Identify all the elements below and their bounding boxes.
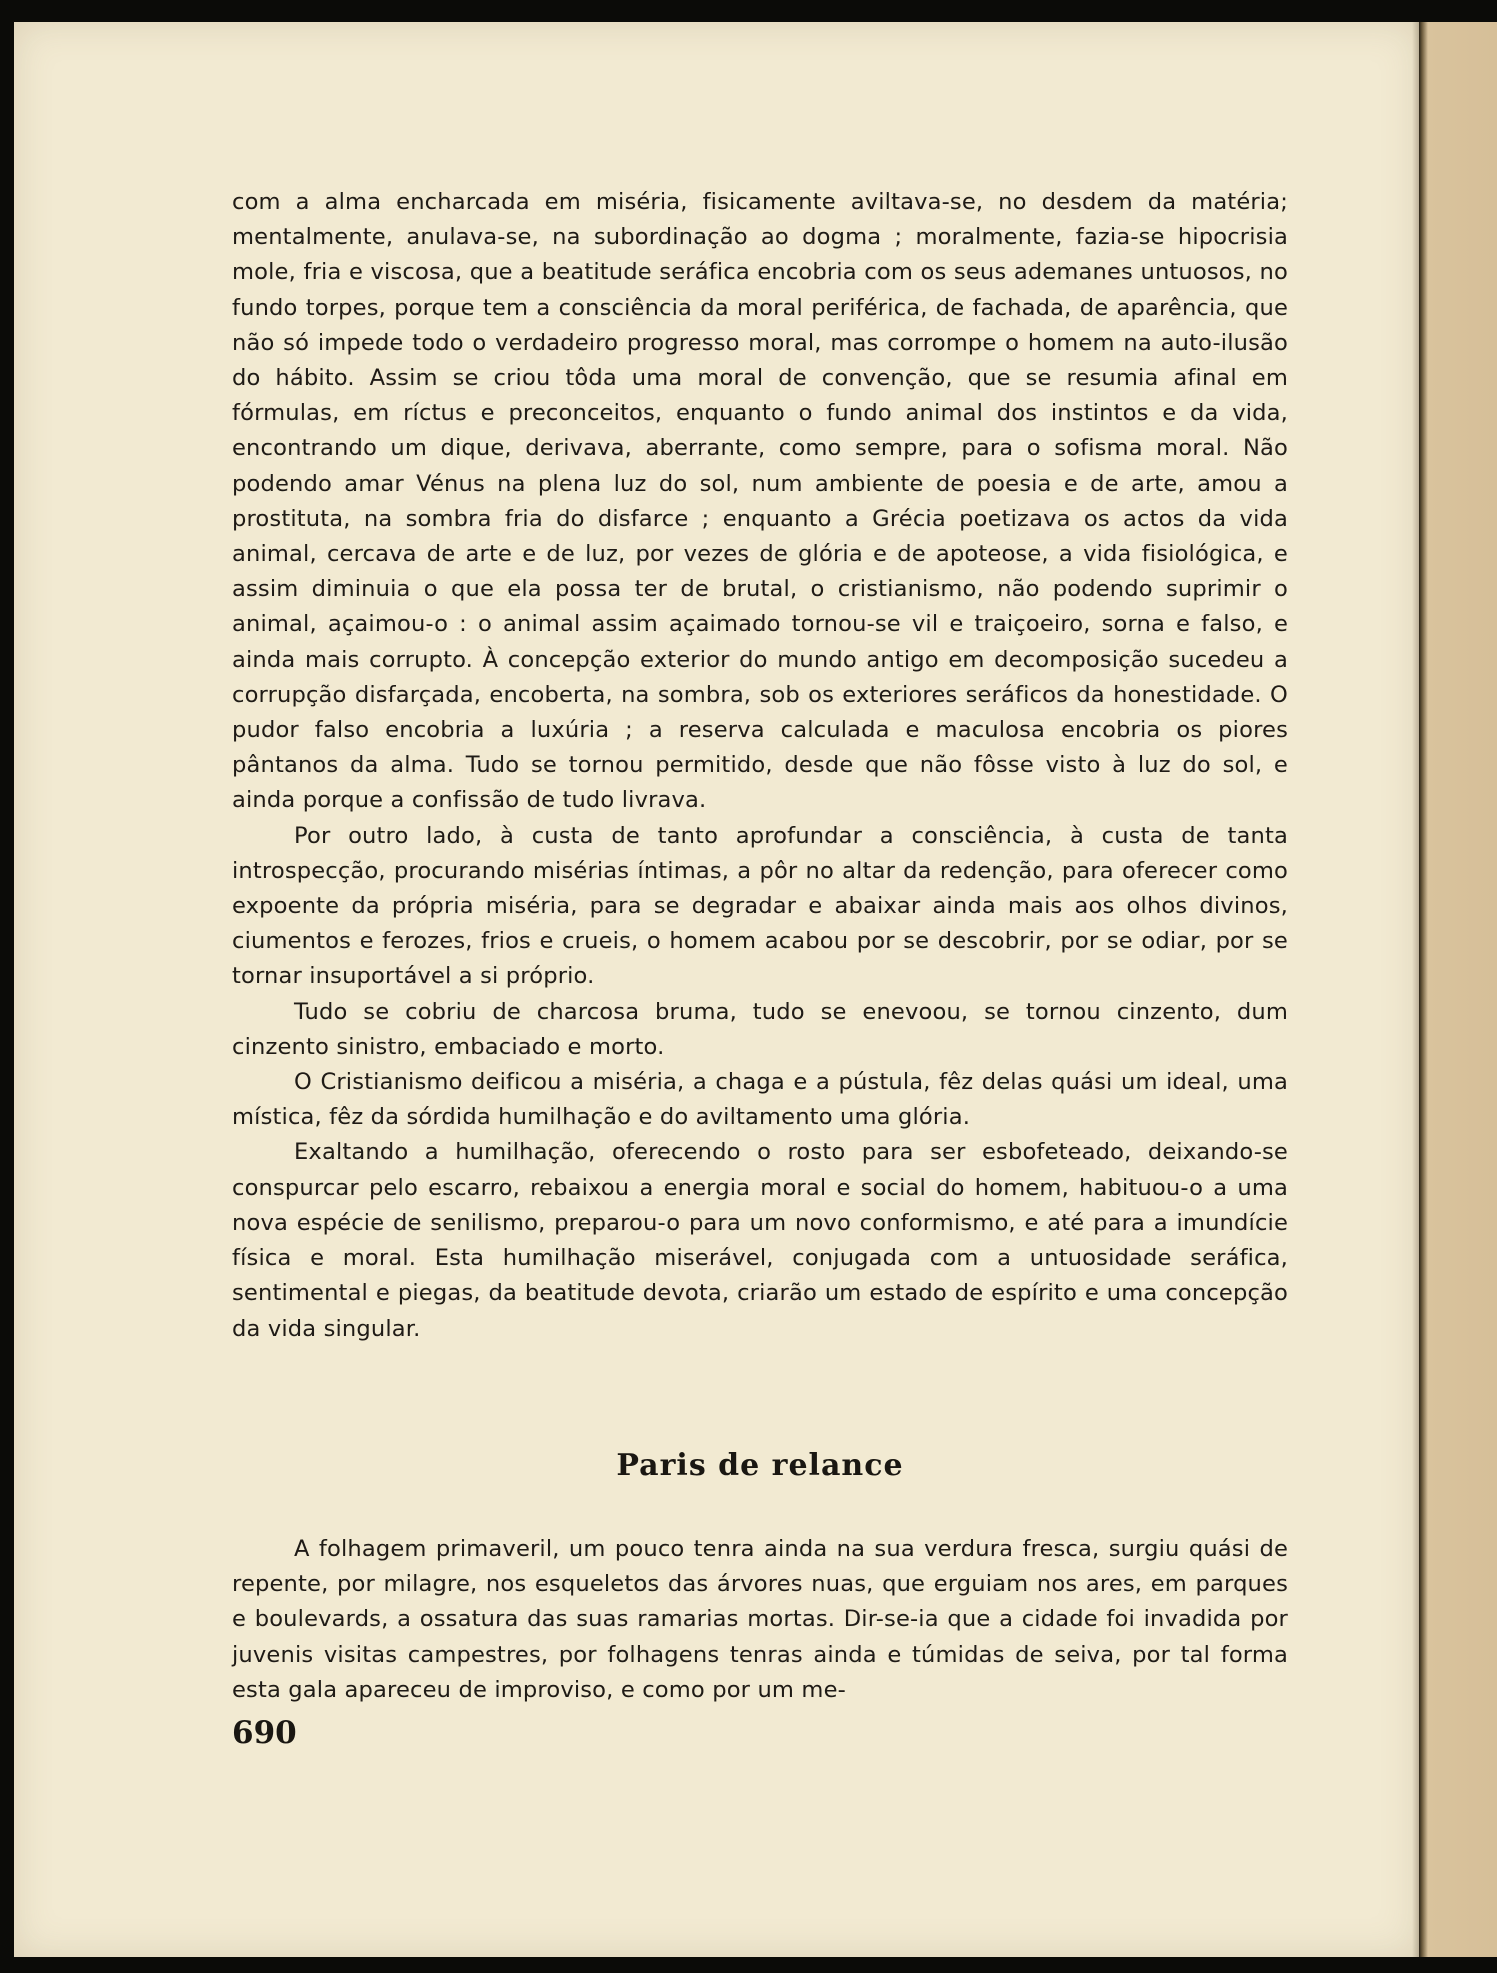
paragraph-continued: com a alma encharcada em miséria, fisicamente aviltava-se, no desdem da matéria; mentalmente, anulava-se, na subordinação ao dogma ; moralmente, fazia-se hipocrisia mole, fria e viscosa, que a beatitude seráfica encobria com os seus ademanes untuosos, no fundo torpes, porque tem a consciência da moral periférica, de fachada, de aparência, que não só impede todo o verdadeiro progresso moral, mas corrompe o homem na auto-ilusão do hábito. Assim se criou tôda uma moral de convenção, que se resumia afinal em fórmulas, em ríctus e preconceitos, enquanto o fundo animal dos instintos e da vida, encontrando um dique, derivava, aberrante, como sempre, para o sofisma moral. Não podendo amar Vénus na plena luz do sol, num ambiente de poesia e de arte, amou a prostituta, na sombra fria do disfarce ; enquanto a Grécia poetizava os actos da vida animal, cercava de arte e de luz, por vezes de glória e de apoteose, a vida fisiológica, e assim diminuia o que ela possa ter de brutal, o cristianismo, não podendo suprimir o animal, açaimou-o : o animal assim açaimado tornou-se vil e traiçoeiro, sorna e falso, e ainda mais corrupto. À concepção exterior do mundo antigo em decomposição sucedeu a corrupção disfarçada, encoberta, na sombra, sob os exteriores seráficos da honestidade. O pudor falso encobria a luxúria ; a reserva calculada e maculosa encobria os piores pântanos da alma. Tudo se tornou permitido, desde que não fôsse visto à luz do sol, e ainda porque a confissão de tudo livrava. (232, 189, 1288, 814)
page-number: 690 (232, 1715, 297, 1751)
section-title: Paris de relance (616, 1448, 904, 1483)
paragraph: Exaltando a humilhação, oferecendo o rosto para ser esbofeteado, deixando-se conspurcar pelo escarro, rebaixou a energia moral e social do homem, habituou-o a uma nova espécie de senilismo, preparou-o para um novo conformismo, e até para a imundície física e moral. Esta humilhação miserável, conjugada com a untuosidade seráfica, sentimental e piegas, da beatitude devota, criarão um estado de espírito e uma concepção da vida singular. (232, 1139, 1288, 1342)
paragraph: Tudo se cobriu de charcosa bruma, tudo se enevoou, se tornou cinzento, dum cinzento sinistro, embaciado e morto. (232, 998, 1288, 1060)
paragraph: Por outro lado, à custa de tanto aprofundar a consciência, à custa de tanta introspecção, procurando misérias íntimas, a pôr no altar da redenção, para oferecer como expoente da própria miséria, para se degradar e abaixar ainda mais aos olhos divinos, ciumentos e ferozes, frios e crueis, o homem acabou por se descobrir, por se odiar, por se tornar insuportável a si próprio. (232, 822, 1288, 990)
section-text-block (232, 1532, 1288, 1708)
adjacent-page-edge (1419, 22, 1497, 1957)
paragraph: A folhagem primaveril, um pouco tenra ainda na sua verdura fresca, surgiu quási de repente, por milagre, nos esqueletos das árvores nuas, que erguiam nos ares, em parques e boulevards, a ossatura das suas ramarias mortas. Dir-se-ia que a cidade foi invadida por juvenis visitas campestres, por folhagens tenras ainda e túmidas de seiva, por tal forma esta gala apareceu de improviso, e como por um me- (232, 1536, 1288, 1703)
main-text-block (232, 185, 1288, 1347)
paragraph: O Cristianismo deificou a miséria, a chaga e a pústula, fêz delas quási um ideal, uma mística, fêz da sórdida humilhação e do aviltamento uma glória. (232, 1069, 1288, 1131)
